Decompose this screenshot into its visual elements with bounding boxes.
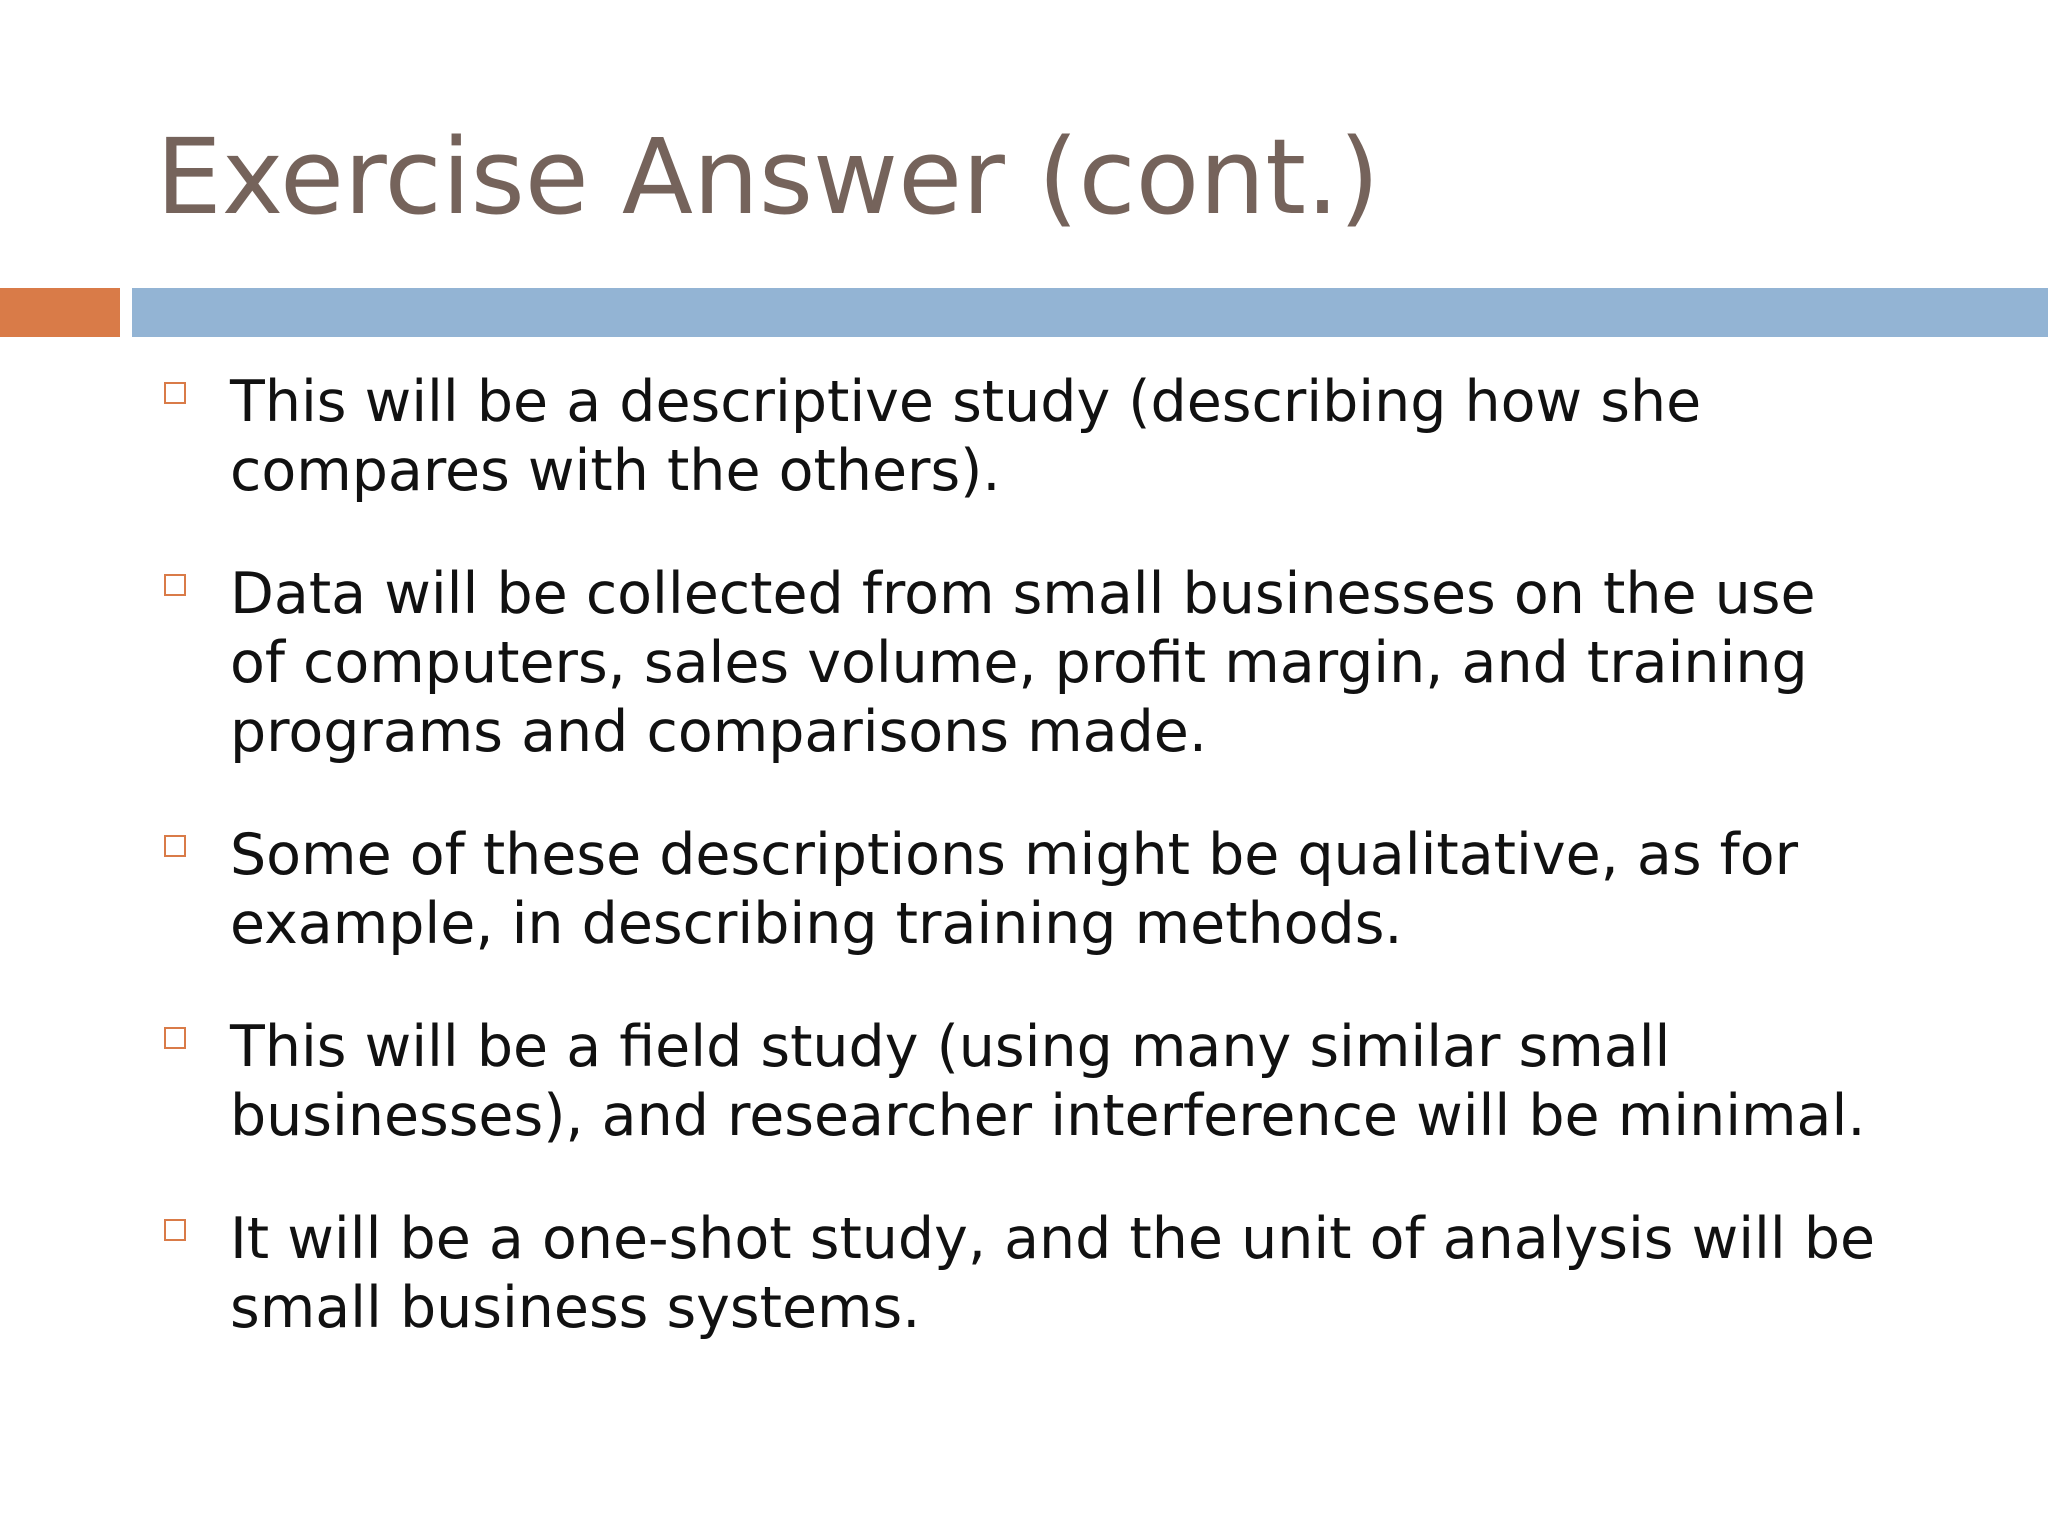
slide-title: Exercise Answer (cont.)	[156, 116, 1380, 238]
bullet-item	[160, 1205, 1880, 1343]
bullet-text: This will be a field study (using many similar small businesses), and researcher interference will be minimal.	[230, 1014, 1866, 1149]
square-bullet-icon	[164, 574, 186, 596]
bullet-item	[160, 560, 1880, 767]
bullet-text: It will be a one-shot study, and the unit of analysis will be small business systems.	[230, 1206, 1876, 1341]
bullet-text: Data will be collected from small businesses on the use of computers, sales volume, profit margin, and training programs and comparisons made.	[230, 561, 1816, 765]
bullet-list	[160, 368, 1880, 1397]
bullet-item	[160, 1013, 1880, 1151]
accent-bar-orange	[0, 288, 120, 337]
square-bullet-icon	[164, 382, 186, 404]
bullet-text: Some of these descriptions might be qualitative, as for example, in describing training methods.	[230, 822, 1799, 957]
bullet-item	[160, 821, 1880, 959]
bullet-text: This will be a descriptive study (describing how she compares with the others).	[230, 369, 1702, 504]
accent-bar-blue	[132, 288, 2048, 337]
square-bullet-icon	[164, 1027, 186, 1049]
square-bullet-icon	[164, 835, 186, 857]
bullet-item	[160, 368, 1880, 506]
square-bullet-icon	[164, 1219, 186, 1241]
